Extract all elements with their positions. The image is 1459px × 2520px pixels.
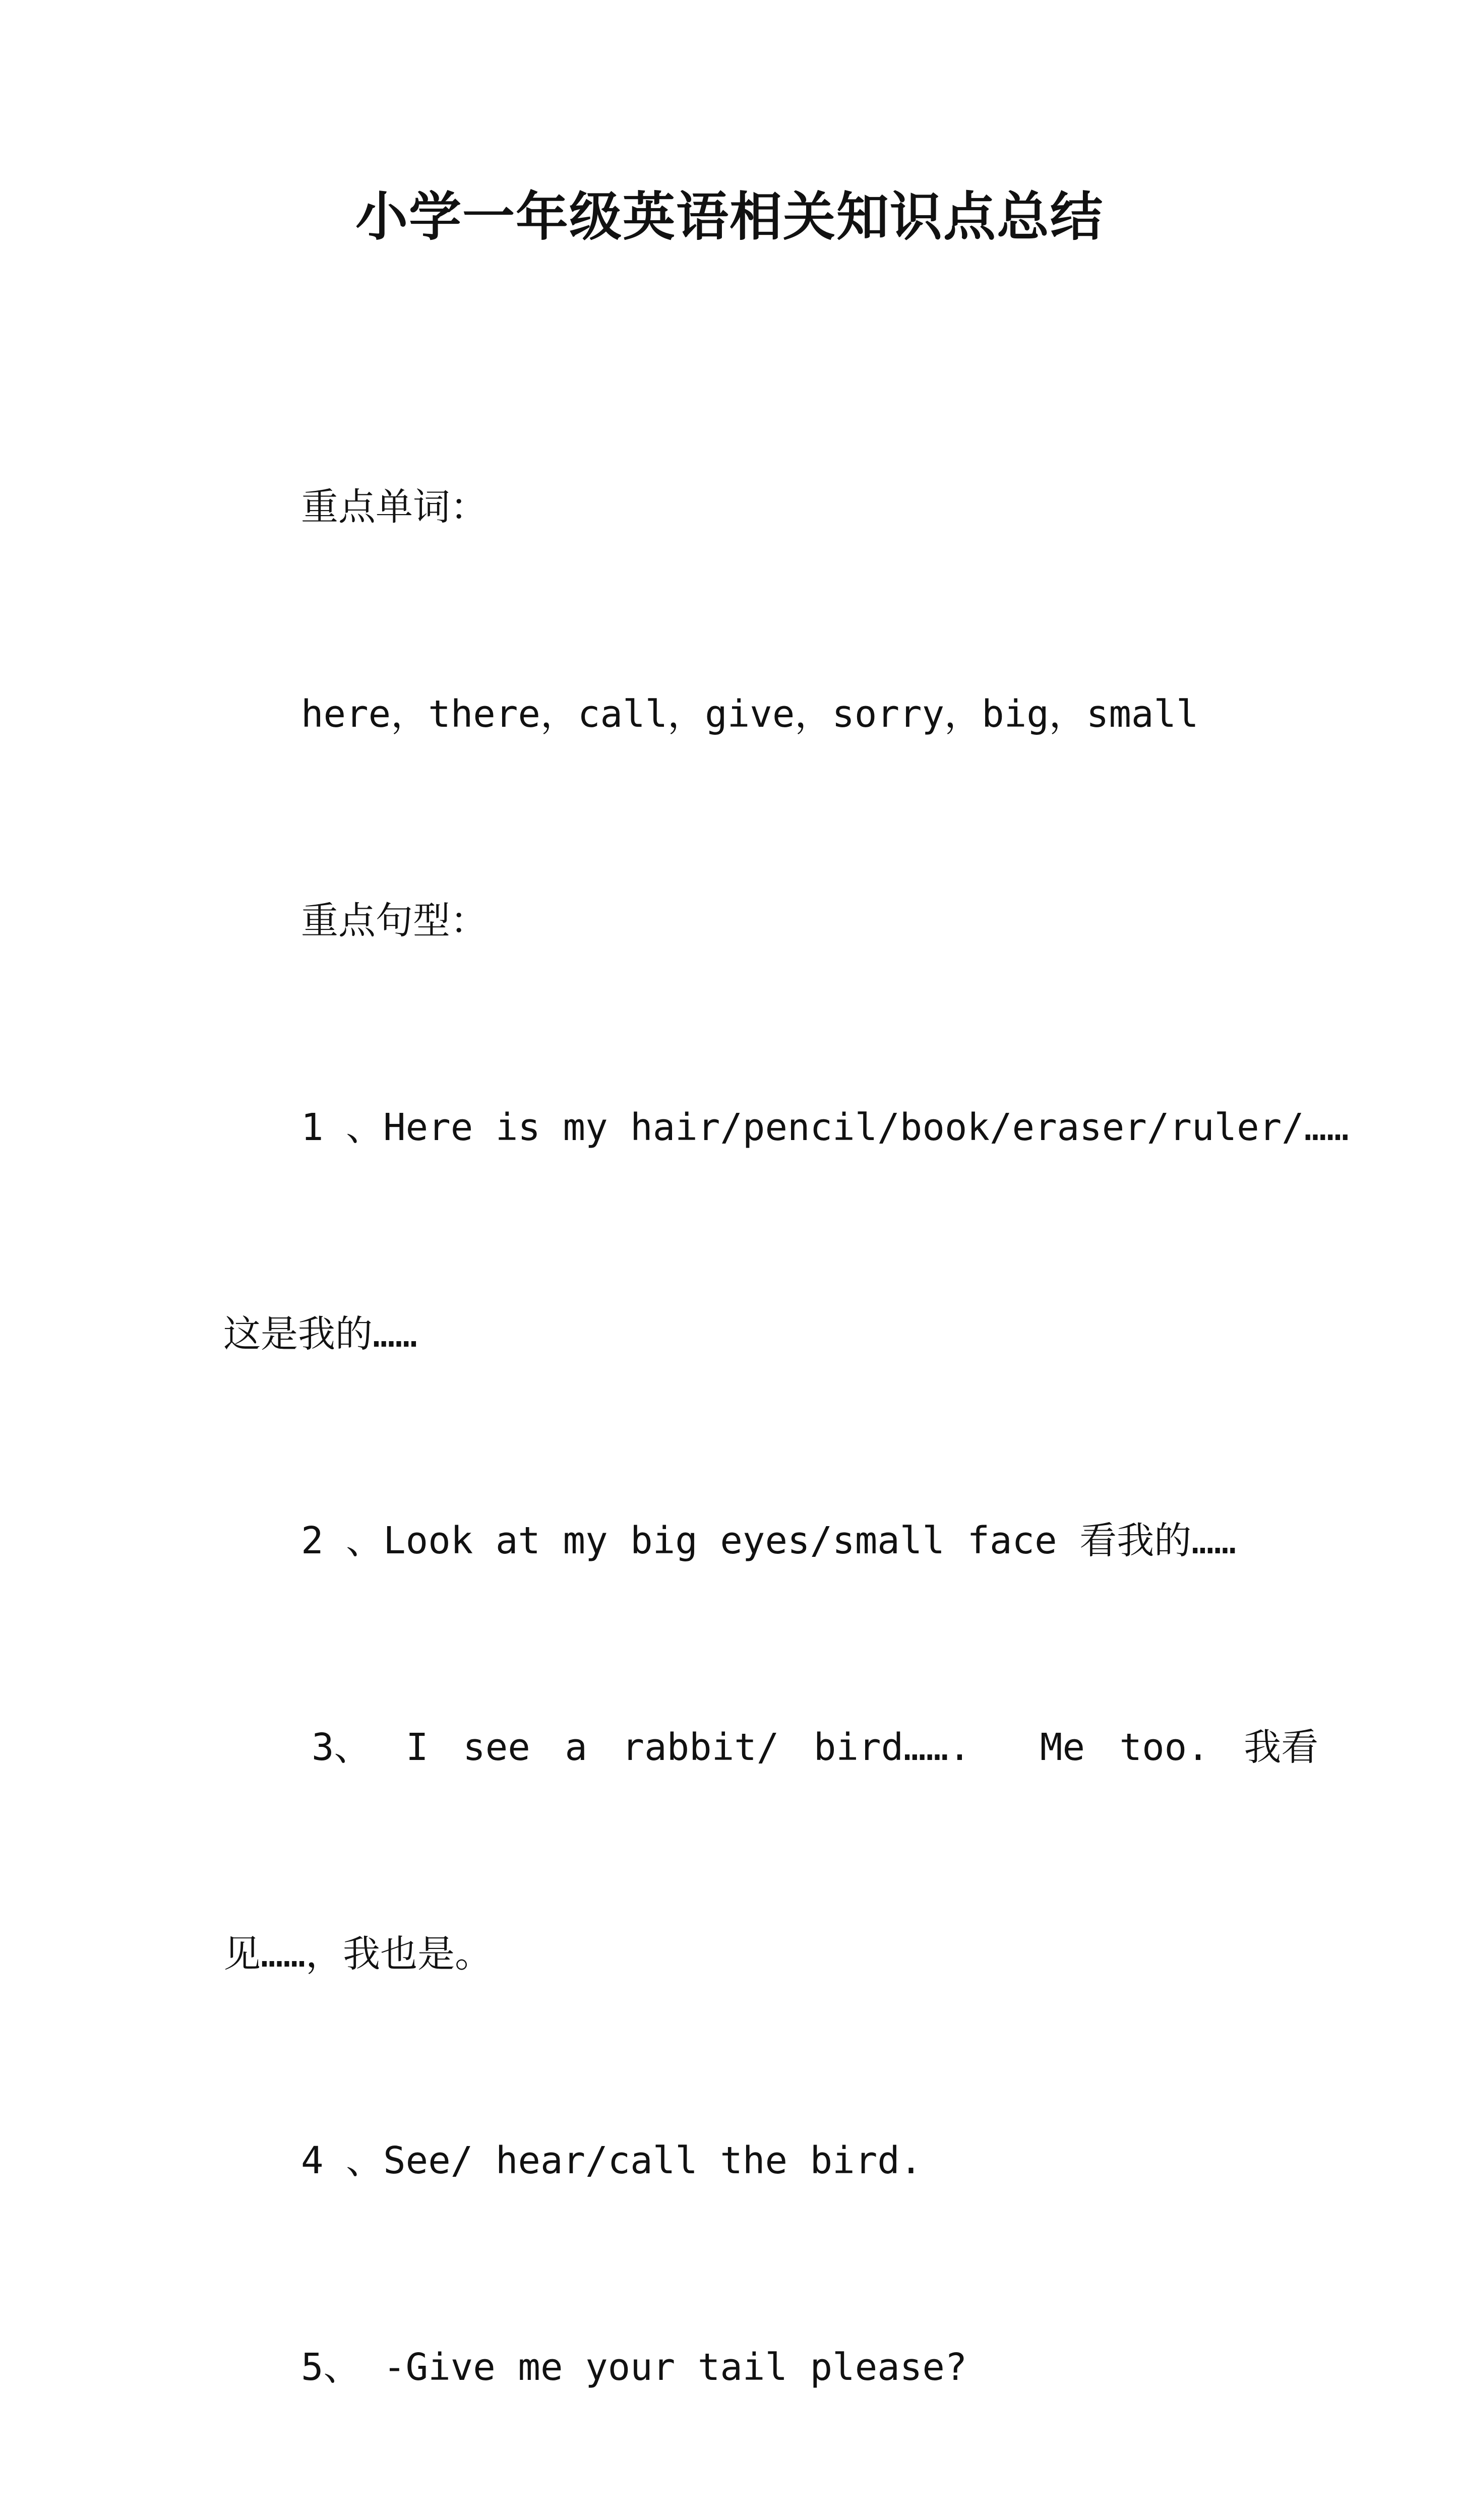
key-words-list: here，there，call，give，sorry，big，small xyxy=(301,692,1199,736)
document-body xyxy=(223,335,1349,2520)
sentence-3: 3、 I see a rabbit/ bird……. Me too. 我看 xyxy=(312,1725,1319,1769)
section-heading-key-words: 重点单词： xyxy=(301,485,488,529)
sentence-2: 2 、Look at my big eyes/small face 看我的…… xyxy=(301,1519,1237,1562)
sentence-1-continuation: 这是我的…… xyxy=(223,1312,418,1356)
sentence-4: 4 、See/ hear/call the bird. xyxy=(301,2139,923,2183)
sentence-1: 1 、Here is my hair/pencil/book/eraser/ruler/…… xyxy=(301,1105,1349,1149)
document-title: 小学一年级英语相关知识点总结 xyxy=(355,185,1104,247)
section-heading-key-sentences: 重点句型： xyxy=(301,899,488,942)
sentence-5: 5、 -Give me your tail please? xyxy=(301,2346,967,2389)
sentence-3-continuation: 见……，我也是。 xyxy=(223,1932,493,1976)
